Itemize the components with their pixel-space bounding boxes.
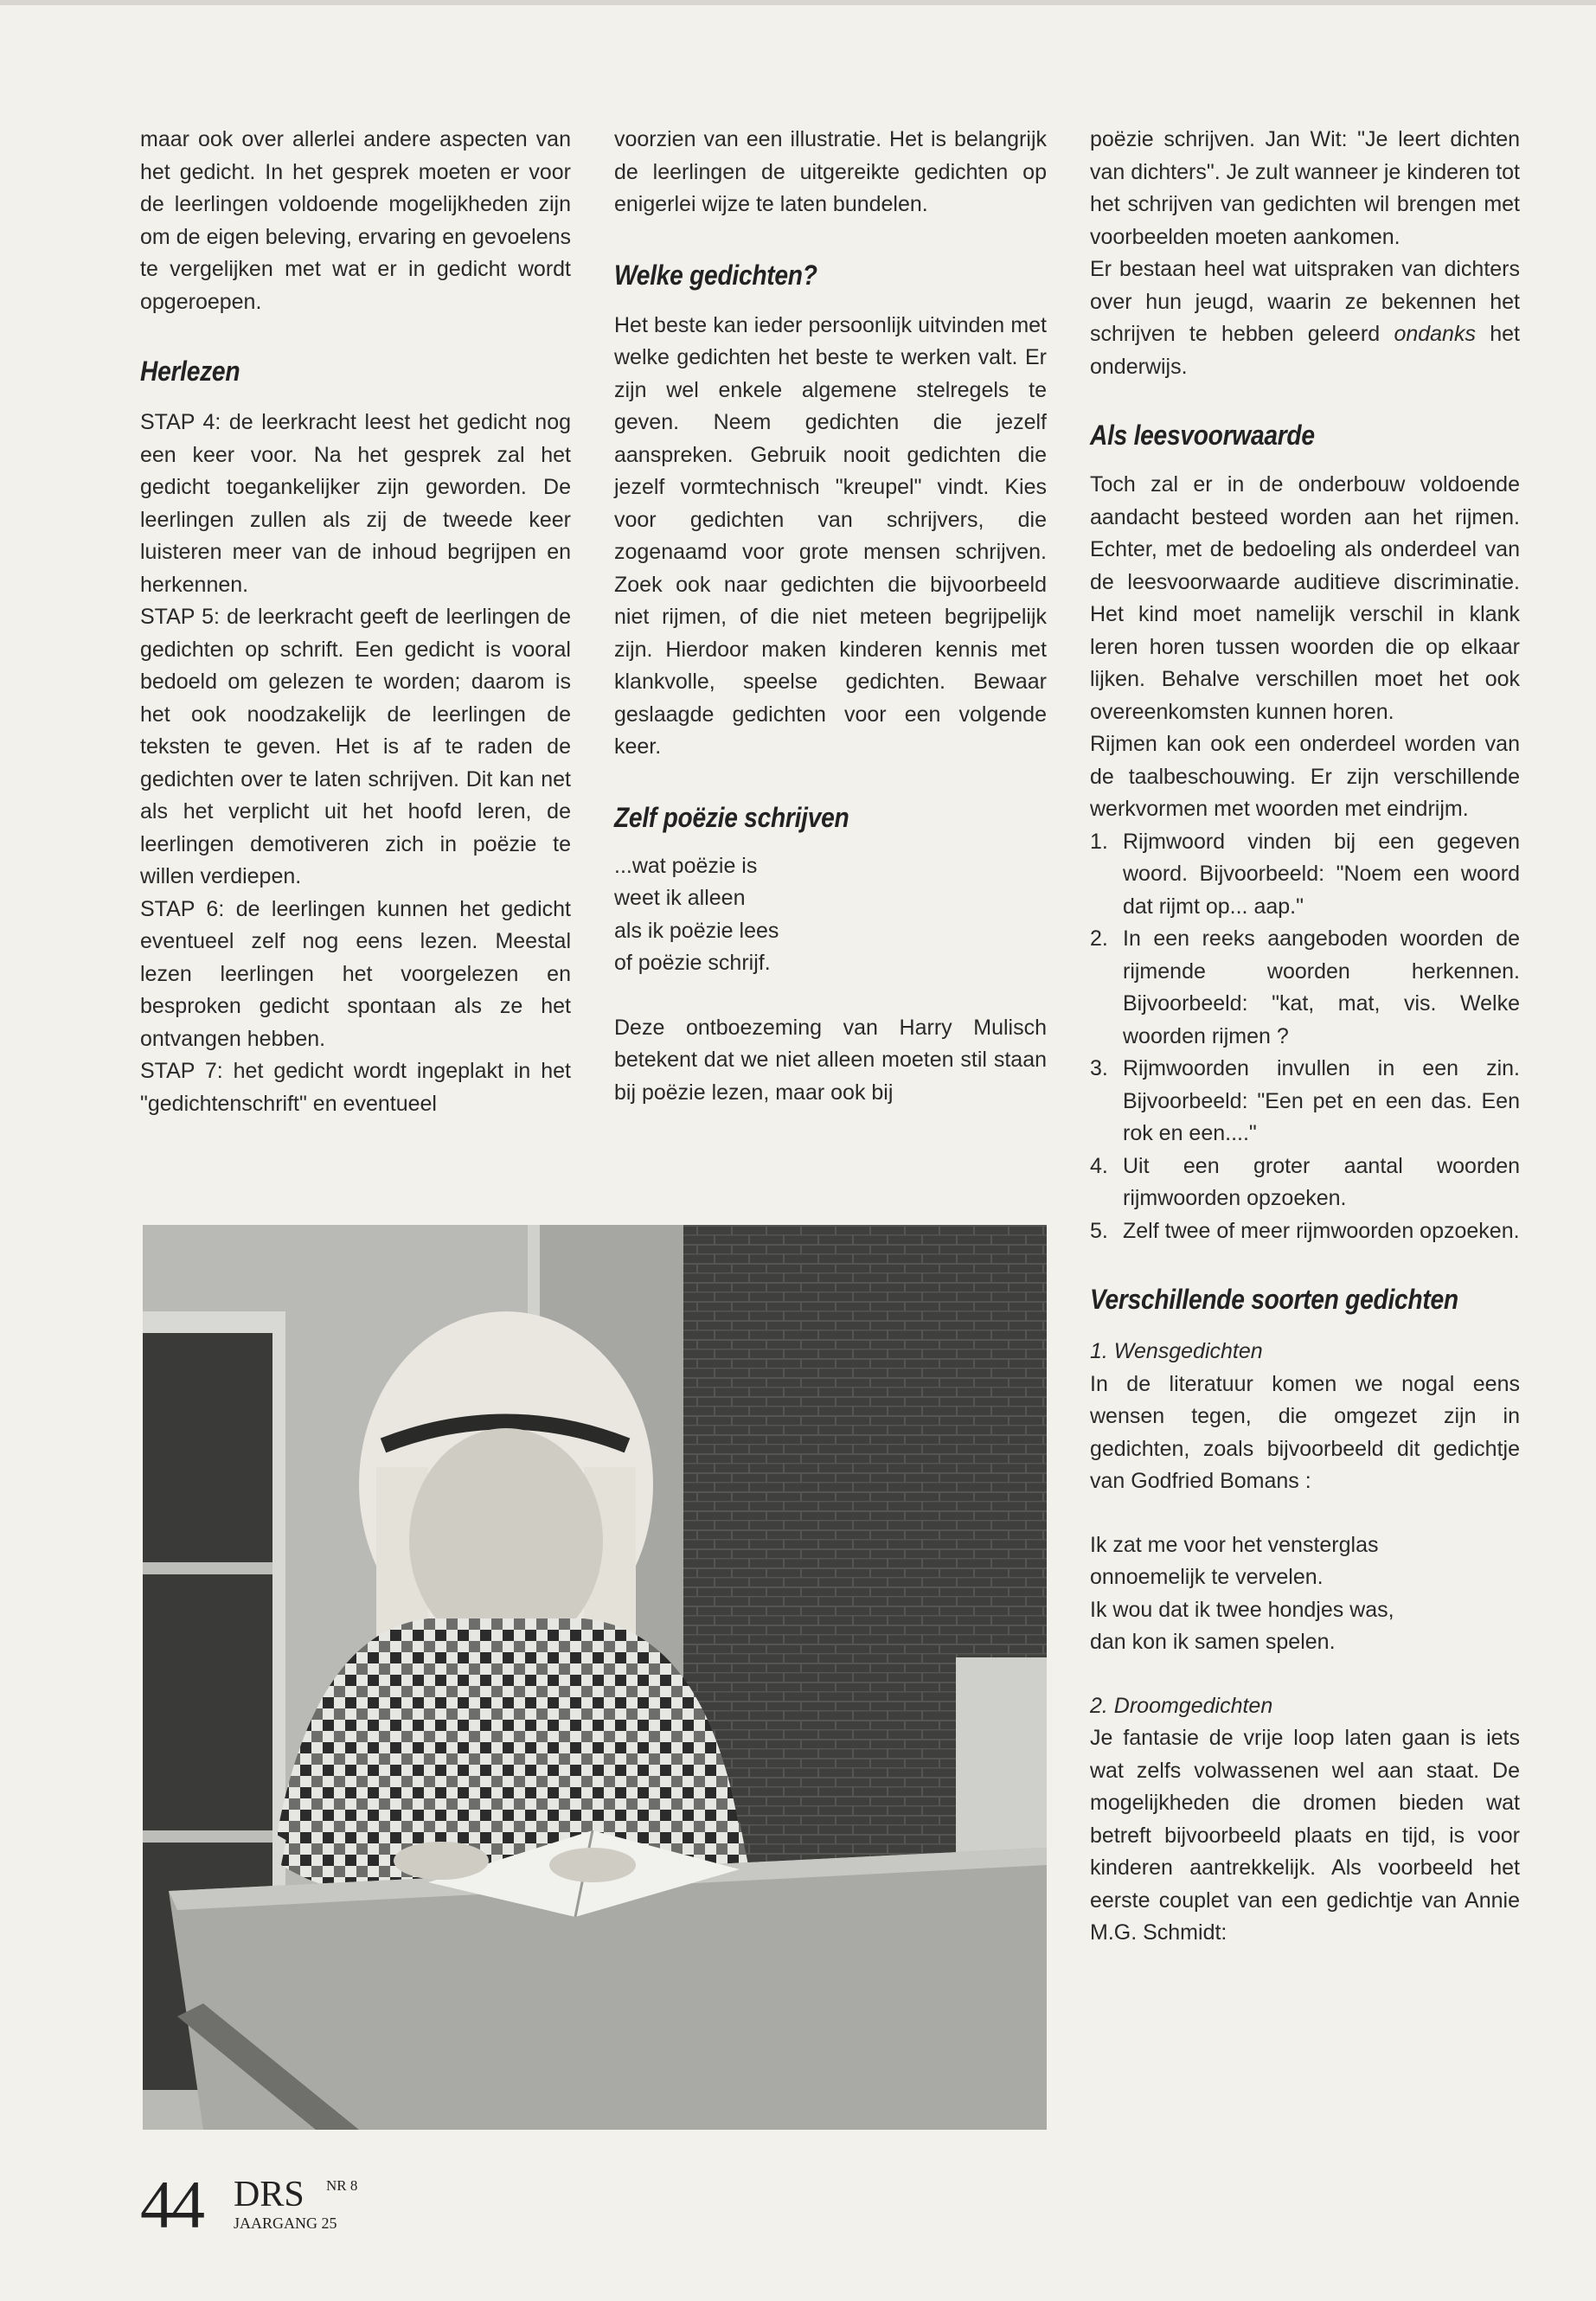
section-heading-verschillende-soorten: Verschillende soorten gedichten	[1090, 1284, 1458, 1315]
poem-line: Ik wou dat ik twee hondjes was,	[1090, 1597, 1394, 1622]
poem-line: als ik poëzie lees	[614, 918, 779, 943]
poem-line: of poëzie schrijf.	[614, 951, 771, 975]
list-text: In een reeks aangeboden woorden de rijmende woorden herkennen. Bijvoorbeeld: "kat, mat, vis. Welke woorden rijmen ?	[1123, 926, 1520, 1048]
list-number: 4.	[1090, 1153, 1108, 1178]
list-item	[1090, 1053, 1520, 1150]
poem-line: ...wat poëzie is	[614, 853, 758, 878]
paragraph: Deze ontboezeming van Harry Mulisch betekent dat we niet alleen moeten stil staan bij poëzie lezen, maar ook bij	[614, 1015, 1047, 1105]
paragraph: Toch zal er in de onderbouw voldoende aandacht besteed worden aan het rijmen. Echter, met de bedoeling als onderdeel van de leesvoorwaarde auditieve discriminatie. Het kind moet namelijk verschil in klank leren horen tussen woorden die op elkaar lijken. Behalve verschillen moet het ook overeenkomsten kunnen horen.	[1090, 472, 1520, 724]
poem-line: weet ik alleen	[614, 886, 746, 910]
list-item	[1090, 1150, 1520, 1215]
paragraph	[1090, 253, 1520, 383]
list-number: 3.	[1090, 1056, 1108, 1080]
magazine-name: DRS	[234, 2175, 304, 2214]
section-heading-welke-gedichten: Welke gedichten?	[614, 259, 817, 291]
list-text: Rijmwoord vinden bij een gegeven woord. Bijvoorbeeld: "Noem een woord dat rijmt op... aap."	[1123, 829, 1520, 919]
paragraph: poëzie schrijven. Jan Wit: "Je leert dichten van dichters". Je zult wanneer je kinderen tot het schrijven van gedichten wil brengen met voorbeelden moeten aankomen.	[1090, 127, 1520, 249]
list-number: 5.	[1090, 1218, 1108, 1243]
subheading-wensgedichten: 1. Wensgedichten	[1090, 1339, 1263, 1363]
list-text: Zelf twee of meer rijmwoorden opzoeken.	[1123, 1218, 1520, 1243]
list-item	[1090, 923, 1520, 1053]
column-1	[140, 124, 571, 1120]
paragraph-stap-5: STAP 5: de leerkracht geeft de leerlingen de gedichten op schrift. Een gedicht is vooral bedoeld om gelezen te worden; daarom is het ook noodzakelijk de leerlingen de teksten te geven. Het is af te raden de gedichten over te laten schrijven. Dit kan net als het verplicht uit het hoofd leren, de leerlingen demotiveren zich in poëzie te willen verdiepen.	[140, 605, 571, 888]
top-rule	[0, 0, 1596, 5]
page-number: 44	[140, 2167, 202, 2242]
list-text: Uit een groter aantal woorden rijmwoorden opzoeken.	[1123, 1153, 1520, 1210]
subheading-droomgedichten: 2. Droomgedichten	[1090, 1693, 1273, 1718]
list-item	[1090, 826, 1520, 924]
poem-line: dan kon ik samen spelen.	[1090, 1630, 1336, 1654]
volume-label: JAARGANG 25	[234, 2214, 337, 2232]
paragraph: Rijmen kan ook een onderdeel worden van de taalbeschouwing. Er zijn verschillende werkvormen met woorden met eindrijm.	[1090, 732, 1520, 821]
paragraph-stap-6: STAP 6: de leerlingen kunnen het gedicht eventueel zelf nog eens lezen. Meestal lezen leerlingen het voorgelezen en besproken gedicht spontaan als ze het ontvangen hebben.	[140, 896, 571, 1051]
issue-number: NR 8	[326, 2177, 358, 2194]
text-run: Er bestaan heel wat uitspraken van dichters over hun jeugd, waarin ze bekennen het schrijven te hebben geleerd	[1090, 257, 1520, 346]
section-heading-herlezen: Herlezen	[140, 356, 240, 387]
paragraph-stap-7: STAP 7: het gedicht wordt ingeplakt in het "gedichtenschrift" en eventueel	[140, 1059, 571, 1116]
poem-mulisch	[614, 850, 1047, 980]
paragraph: In de literatuur komen we nogal eens wensen tegen, die omgezet zijn in gedichten, zoals bijvoorbeeld dit gedichtje van Godfried Bomans :	[1090, 1371, 1520, 1493]
list-text: Rijmwoorden invullen in een zin. Bijvoorbeeld: "Een pet en een das. Een rok en een...."	[1123, 1056, 1520, 1145]
poem-bomans	[1090, 1529, 1520, 1659]
paragraph: Je fantasie de vrije loop laten gaan is iets wat zelfs volwassenen wel aan staat. De mogelijkheden die dromen bieden wat betreft bijvoorbeeld plaats en tijd, is voor kinderen aantrekkelijk. Als voorbeeld het eerste couplet van een gedichtje van Annie M.G. Schmidt:	[1090, 1726, 1520, 1945]
rhyme-exercise-list	[1090, 826, 1520, 1248]
paragraph: maar ook over allerlei andere aspecten van het gedicht. In het gesprek moeten er voor de leerlingen voldoende mogelijkheden zijn om de eigen beleving, ervaring en gevoelens te vergelijken met wat er in gedicht wordt opgeroepen.	[140, 127, 571, 314]
photo-girl-reading	[143, 1225, 1047, 2130]
emphasis: ondanks	[1394, 322, 1476, 346]
list-item	[1090, 1215, 1520, 1248]
paragraph: Het beste kan ieder persoonlijk uitvinden met welke gedichten het beste te werken valt. Er zijn wel enkele algemene stelregels te geven. Neem gedichten die jezelf aanspreken. Gebruik nooit gedichten die jezelf vormtechnisch "kreupel" vindt. Kies voor gedichten van schrijvers, die zogenaamd voor grote mensen schrijven. Zoek ook naar gedichten die bijvoorbeeld niet rijmen, of die niet meteen begrijpelijk zijn. Hierdoor maken kinderen kennis met klankvolle, speelse gedichten. Bewaar geslaagde gedichten voor een volgende keer.	[614, 312, 1047, 759]
section-heading-als-leesvoorwaarde: Als leesvoorwaarde	[1090, 420, 1315, 451]
text-run: het onderwijs.	[1090, 322, 1520, 379]
paragraph-stap-4: STAP 4: de leerkracht leest het gedicht nog een keer voor. Na het gesprek zal het gedicht toegankelijker zijn geworden. De leerlingen zullen als zij de tweede keer luisteren meer van de inhoud begrijpen en herkennen.	[140, 410, 571, 597]
section-heading-zelf-poezie-schrijven: Zelf poëzie schrijven	[614, 801, 849, 833]
list-number: 2.	[1090, 926, 1108, 951]
column-3	[1090, 124, 1520, 1950]
poem-line: Ik zat me voor het vensterglas	[1090, 1532, 1379, 1557]
list-number: 1.	[1090, 829, 1108, 854]
column-2	[614, 124, 1047, 1109]
poem-line: onnoemelijk te vervelen.	[1090, 1565, 1324, 1589]
paragraph: voorzien van een illustratie. Het is belangrijk de leerlingen de uitgereikte gedichten op enigerlei wijze te laten bundelen.	[614, 127, 1047, 216]
